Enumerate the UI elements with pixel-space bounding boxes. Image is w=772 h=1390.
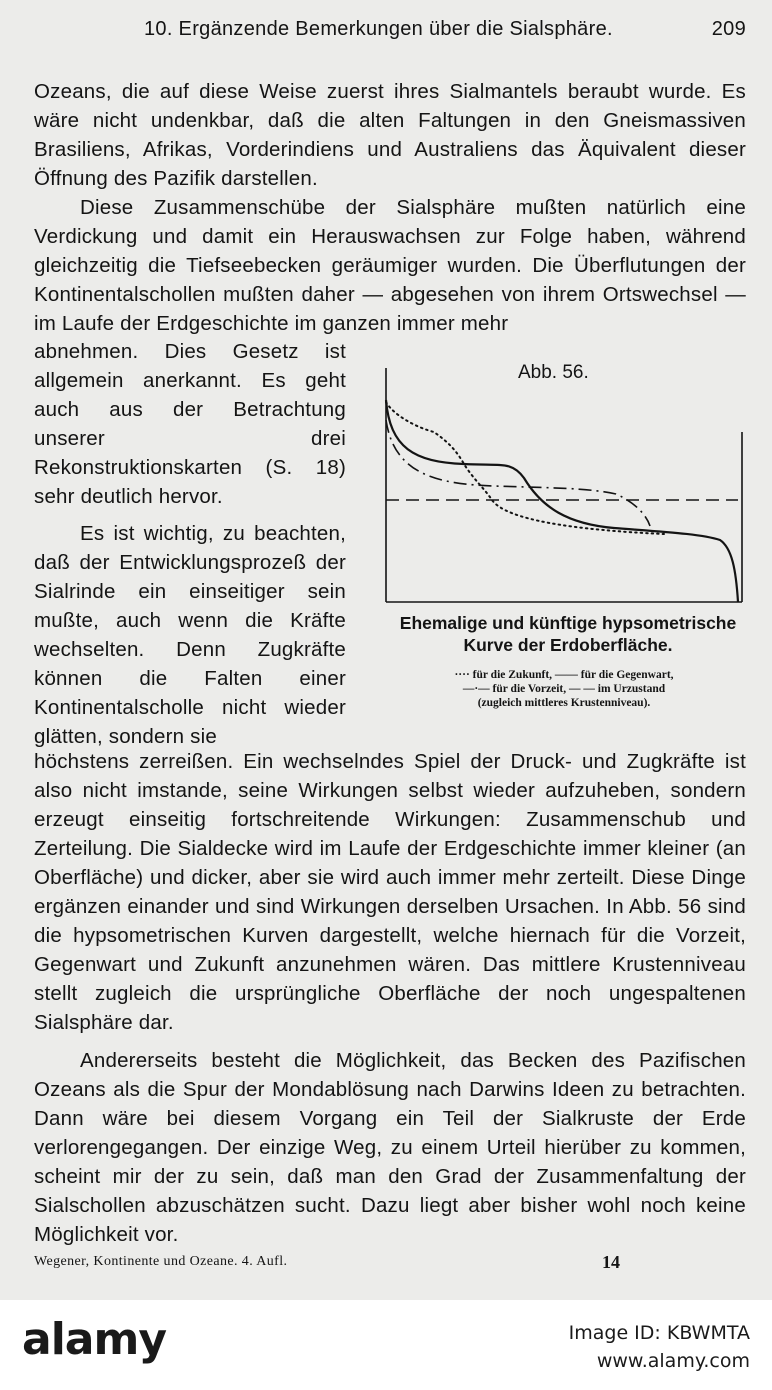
figure-56 [384,362,744,722]
text-block-beside-figure [34,337,346,751]
legend-line-2: —·— für die Vorzeit, — — im Urzustand [462,683,666,695]
text-block-bottom [34,747,746,1037]
paragraph-2-continued: abnehmen. Dies Gesetz ist allgemein anerkannt. Es geht auch aus der Betrachtung unserer drei Rekonstruktionskarten (S. 18) sehr deutlich hervor. [34,340,346,508]
sheet-number: 14 [602,1252,620,1272]
signature-line: Wegener, Kontinente und Ozeane. 4. Aufl. [34,1254,288,1269]
paragraph-4: Andererseits besteht die Möglichkeit, das Becken des Pazifischen Ozeans als die Spur der Mondablösung nach Darwins Ideen zu betrachten. Dann wäre bei diesem Vorgang ein Teil der Sialkruste der Erde verlorengegangen. Der einzige Weg, zu einem Urteil hierüber zu kommen, scheint mir der zu sein, daß man den Grad der Zusammenfaltung der Sialschollen abzuschätzen sucht. Dazu liegt aber bisher wohl noch keine Möglichkeit vor. [34,1049,746,1246]
curve-zukunft [386,402,664,534]
legend-line-3: (zugleich mittleres Krustenniveau). [477,697,651,709]
figure-label: Abb. 56. [518,362,589,383]
hypsometric-curve-chart [384,362,744,607]
watermark-url: www.alamy.com [596,1350,750,1372]
legend-line-1: ···· für die Zukunft, —— für die Gegenwart, [454,669,674,681]
alamy-logo: alamy [22,1314,166,1365]
stock-watermark-bar [0,1300,772,1390]
paragraph-3-start: Es ist wichtig, zu beachten, daß der Entwicklungsprozeß der Sialrinde ein einseitiger sein mußte, auch wenn die Kräfte wechselten. Denn Zugkräfte können die Falten einer Kontinentalscholle nicht wieder glätten, sondern sie [34,522,346,748]
figure-legend [384,668,744,710]
figure-caption: Ehemalige und künftige hypsometrische Kurve der Erdoberfläche. [399,613,737,655]
running-head [40,16,746,46]
image-id: Image ID: KBWMTA [568,1322,750,1344]
page-number: 209 [711,18,746,40]
text-block-top [34,77,746,338]
paragraph-2-full-width: Diese Zusammenschübe der Sialsphäre mußten natürlich eine Verdickung und damit ein Herauswachsen zur Folge haben, während gleichzeitig die Tiefseebecken geräumiger wurden. Die Überflutungen der Kontinentalschollen mußten daher — abgesehen von ihrem Ortswechsel — im Laufe der Erdgeschichte im ganzen immer mehr [34,196,746,335]
paragraph-1: Ozeans, die auf diese Weise zuerst ihres Sialmantels beraubt wurde. Es wäre nicht undenkbar, daß die alten Faltungen in den Gneismassiven Brasiliens, Afrikas, Vorderindiens und Australiens das Äquivalent dieser Öffnung des Pazifik darstellen. [34,80,746,190]
text-block-last [34,1046,746,1249]
chapter-title: 10. Ergänzende Bemerkungen über die Sialsphäre. [144,18,613,40]
curve-vorzeit [386,420,650,526]
curve-gegenwart [386,400,738,602]
paragraph-3-continued: höchstens zerreißen. Ein wechselndes Spiel der Druck- und Zugkräfte ist also nicht imstande, seine Wirkungen selbst wieder aufzuheben, sondern erzeugt einseitig fortschreitende Wirkungen: Zusammenschub und Zerteilung. Die Sialdecke wird im Laufe der Erdgeschichte immer kleiner (an Oberfläche) und dicker, aber sie wird auch immer mehr zerteilt. Diese Dinge ergänzen einander und sind Wirkungen derselben Ursachen. In Abb. 56 sind die hypsometrischen Kurven dargestellt, welche hiernach für die Vorzeit, Gegenwart und Zukunft anzunehmen wären. Das mittlere Krustenniveau stellt zugleich die ursprüngliche Oberfläche der noch ungespaltenen Sialsphäre dar. [34,750,746,1034]
